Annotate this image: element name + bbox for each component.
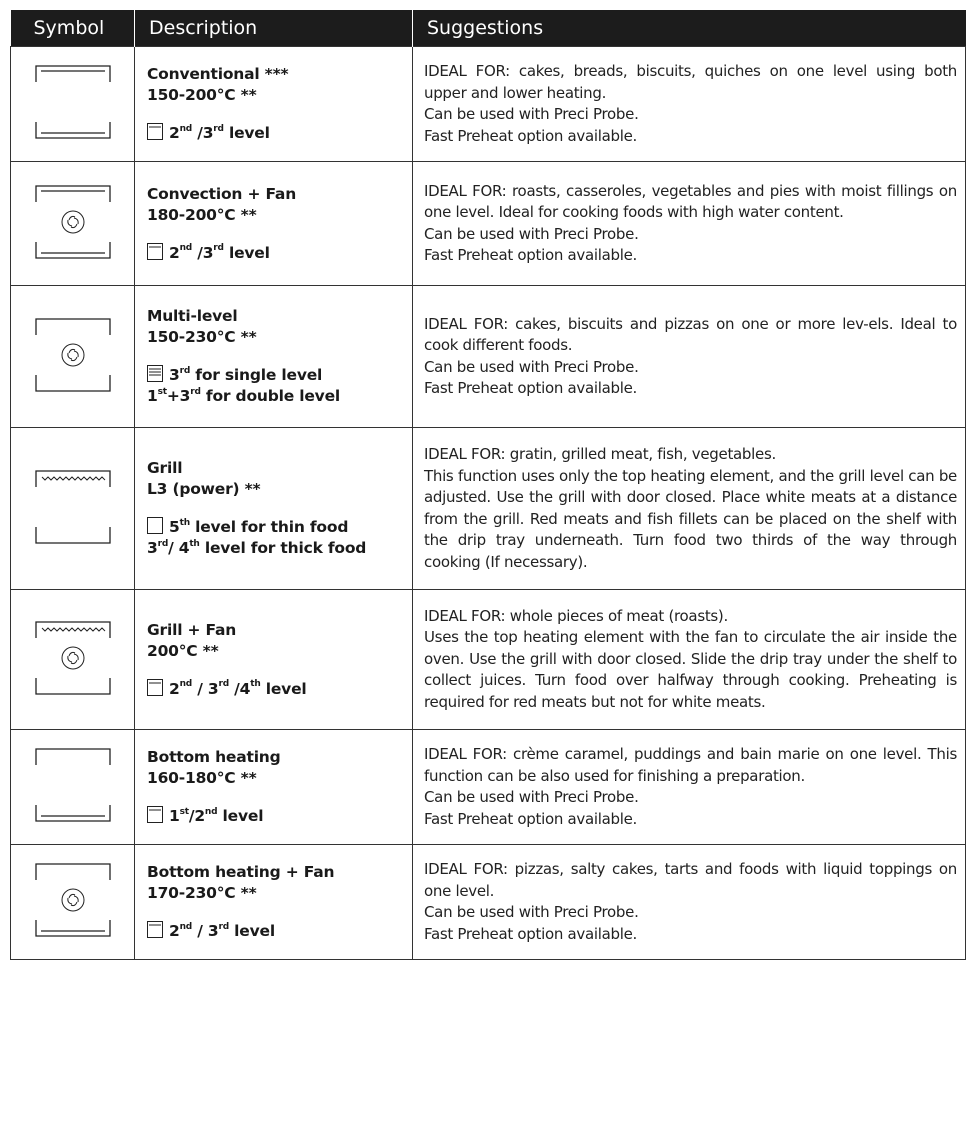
suggestion-text: IDEAL FOR: pizzas, salty cakes, tarts and foods with liquid toppings on one level. (424, 860, 957, 900)
shelf-level-secondary: 1st+3rd for double level (147, 386, 340, 405)
conventional-icon (12, 135, 134, 154)
function-temperature: 150-230°C ** (147, 328, 257, 346)
symbol-cell (11, 162, 135, 286)
shelf-position-icon (147, 679, 163, 696)
table-row (11, 590, 966, 730)
symbol-cell (11, 590, 135, 730)
suggestion-text: Fast Preheat option available. (424, 809, 638, 828)
function-name: Convection + Fan (147, 184, 297, 203)
table-row (11, 47, 966, 162)
suggestion-text: IDEAL FOR: whole pieces of meat (roasts). (424, 606, 728, 625)
function-name: Conventional *** (147, 65, 289, 83)
shelf-level: 2nd / 3rd level (147, 921, 404, 942)
convection-fan-icon (12, 255, 134, 274)
suggestion-text: Can be used with Preci Probe. (424, 788, 639, 806)
shelf-position-icon (147, 921, 163, 938)
function-temperature: 160-180°C ** (147, 769, 257, 787)
symbol-cell (11, 428, 135, 590)
suggestion-text: Can be used with Preci Probe. (424, 224, 639, 243)
symbol-cell (11, 47, 135, 162)
function-temperature: L3 (power) ** (147, 480, 261, 498)
suggestions-cell (413, 845, 966, 960)
function-name: Bottom heating (147, 748, 281, 766)
grill-icon (12, 540, 134, 559)
suggestion-text: Fast Preheat option available. (424, 924, 638, 943)
description-cell (135, 730, 413, 845)
description-cell (135, 47, 413, 162)
table-row (11, 286, 966, 428)
table-row (11, 845, 966, 960)
function-temperature: 180-200°C ** (147, 205, 257, 224)
suggestion-text: Can be used with Preci Probe. (424, 903, 639, 921)
shelf-position-icon (147, 123, 163, 140)
description-cell (135, 286, 413, 428)
function-name: Bottom heating + Fan (147, 863, 335, 881)
suggestion-text: Can be used with Preci Probe. (424, 357, 639, 376)
shelf-level: 3rd for single level (147, 365, 404, 386)
suggestions-cell (413, 286, 966, 428)
bottom-heating-fan-icon (12, 933, 134, 952)
header-symbol: Symbol (11, 10, 135, 47)
suggestion-text: Can be used with Preci Probe. (424, 105, 639, 123)
function-name: Grill (147, 459, 183, 477)
oven-functions-table (10, 10, 966, 960)
shelf-position-icon (147, 365, 163, 382)
shelf-level: 2nd /3rd level (147, 123, 404, 144)
suggestion-text: Uses the top heating element with the fan to circulate the air inside the oven. Use the grill with door closed. Slide the drip tray under the shelf to collect juices. Turn food over halfway through cooking. Preheating is required for red meats but not for white meats. (424, 628, 957, 711)
shelf-level-secondary: 3rd/ 4th level for thick food (147, 538, 367, 557)
symbol-cell (11, 730, 135, 845)
description-cell (135, 162, 413, 286)
shelf-position-icon (147, 517, 163, 534)
shelf-level: 2nd /3rd level (147, 243, 404, 264)
table-row (11, 162, 966, 286)
table-row (11, 428, 966, 590)
shelf-level: 5th level for thin food (147, 517, 404, 538)
suggestion-text: IDEAL FOR: cakes, biscuits and pizzas on one or more lev-els. Ideal to cook different foods. (424, 314, 957, 354)
shelf-level: 2nd / 3rd /4th level (147, 679, 404, 700)
function-temperature: 150-200°C ** (147, 86, 257, 104)
function-temperature: 200°C ** (147, 641, 219, 660)
suggestions-cell (413, 730, 966, 845)
suggestion-text: IDEAL FOR: roasts, casseroles, vegetables and pies with moist fillings on one level. Ideal for cooking foods with high water content. (424, 181, 957, 221)
suggestion-text: IDEAL FOR: cakes, breads, biscuits, quiches on one level using both upper and lower heating. (424, 62, 957, 102)
header-description: Description (135, 10, 413, 47)
suggestion-text: This function uses only the top heating element, and the grill level can be adjusted. Use the grill with door closed. Place white meats at a distance from the grill. Red meats and fish fillets can be placed on the shelf with the drip tray underneath. Turn food two thirds of the way through cooking (If necessary). (424, 466, 957, 571)
suggestion-text: Fast Preheat option available. (424, 379, 638, 397)
symbol-cell (11, 286, 135, 428)
suggestion-text: IDEAL FOR: gratin, grilled meat, fish, vegetables. (424, 445, 776, 463)
shelf-level: 1st/2nd level (147, 806, 404, 827)
description-cell (135, 428, 413, 590)
table-row (11, 730, 966, 845)
suggestion-text: Fast Preheat option available. (424, 126, 638, 145)
suggestion-text: Fast Preheat option available. (424, 246, 638, 264)
suggestions-cell (413, 428, 966, 590)
symbol-cell (11, 845, 135, 960)
shelf-position-icon (147, 806, 163, 823)
bottom-heating-icon (12, 818, 134, 837)
multi-level-icon (12, 388, 134, 407)
suggestions-cell (413, 162, 966, 286)
suggestions-cell (413, 47, 966, 162)
header-suggestions: Suggestions (413, 10, 966, 47)
function-temperature: 170-230°C ** (147, 884, 257, 902)
shelf-position-icon (147, 243, 163, 260)
suggestion-text: IDEAL FOR: crème caramel, puddings and bain marie on one level. This function can be also used for finishing a preparation. (424, 745, 957, 785)
description-cell (135, 845, 413, 960)
description-cell (135, 590, 413, 730)
suggestions-cell (413, 590, 966, 730)
grill-fan-icon (12, 691, 134, 710)
table-header-row (11, 10, 966, 47)
function-name: Multi-level (147, 307, 238, 325)
function-name: Grill + Fan (147, 620, 237, 639)
